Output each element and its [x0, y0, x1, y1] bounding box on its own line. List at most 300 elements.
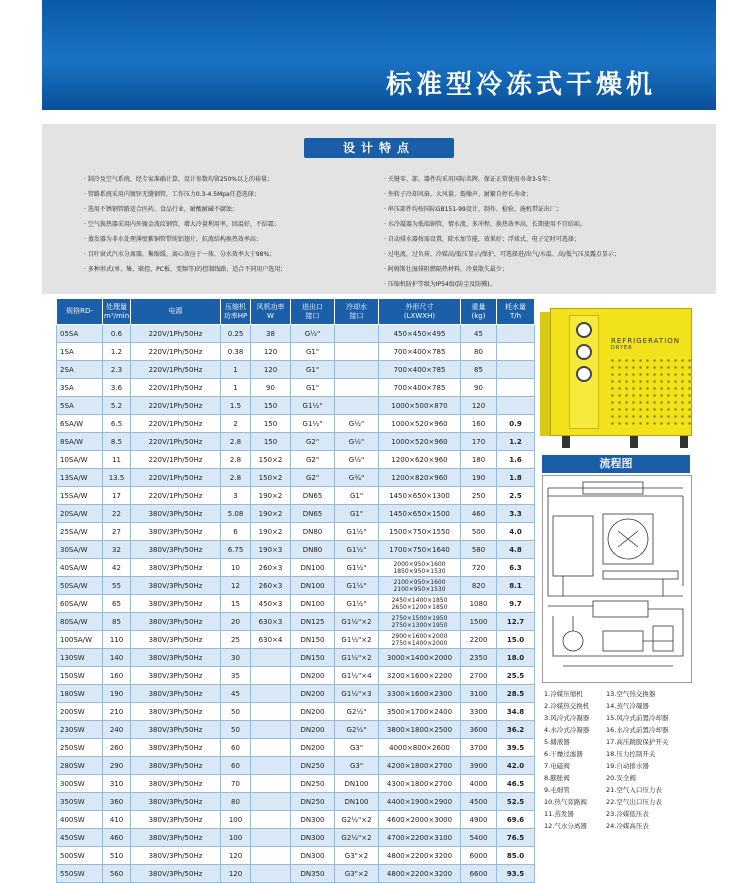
table-cell: 1 — [221, 361, 251, 379]
feature-item: · 蒸发器为非水处理薄壁紫铜管带纯铝翅片，抗流结构换热效率高； — [84, 236, 262, 243]
table-cell: 2750×1500×1950 2750×1300×1950 — [379, 613, 461, 631]
table-cell: 4200×1800×2700 — [379, 757, 461, 775]
gauge-icon — [576, 366, 592, 382]
table-row — [57, 577, 535, 595]
table-cell: 1080 — [461, 595, 497, 613]
legend-item: 13.空气热交换器 — [606, 690, 656, 698]
spec-table-body — [57, 325, 535, 883]
table-row — [57, 541, 535, 559]
table-cell: G1½" — [335, 523, 379, 541]
control-panel — [569, 315, 599, 429]
table-cell: 2 — [221, 415, 251, 433]
table-cell: 580 — [461, 541, 497, 559]
table-cell: 1000×520×960 — [379, 433, 461, 451]
table-cell: DN100 — [291, 577, 335, 595]
table-cell: 380V/3Ph/50Hz — [131, 703, 221, 721]
table-cell: 510 — [103, 847, 131, 865]
product-label-sub: DRYER — [611, 345, 633, 351]
legend-item: 9.毛细管 — [544, 786, 570, 794]
table-cell: 80 — [221, 793, 251, 811]
table-cell: 46.5 — [497, 775, 535, 793]
table-cell: 3000×1400×2000 — [379, 649, 461, 667]
table-cell: 3 — [221, 487, 251, 505]
table-row — [57, 415, 535, 433]
table-cell: 630×3 — [251, 613, 291, 631]
table-cell: 3300 — [461, 703, 497, 721]
features-right-column — [384, 172, 704, 292]
legend-item: 11.蒸发器 — [544, 810, 574, 818]
table-cell — [251, 649, 291, 667]
table-cell: 20 — [221, 613, 251, 631]
table-cell: 220V/1Ph/50Hz — [131, 343, 221, 361]
spec-table-header — [57, 299, 535, 325]
table-cell: 6.75 — [221, 541, 251, 559]
table-cell: DN150 — [291, 631, 335, 649]
column-header: 电源 — [131, 299, 221, 325]
table-cell: 70 — [221, 775, 251, 793]
table-cell: 120 — [461, 397, 497, 415]
table-cell: 220V/1Ph/50Hz — [131, 325, 221, 343]
table-cell: 2.3 — [103, 361, 131, 379]
table-cell: 120 — [221, 847, 251, 865]
legend-item: 5.储液器 — [544, 738, 570, 746]
table-cell: 450×3 — [251, 595, 291, 613]
table-cell: 12.7 — [497, 613, 535, 631]
table-cell: 85.0 — [497, 847, 535, 865]
table-cell: 3600 — [461, 721, 497, 739]
table-cell: 42 — [103, 559, 131, 577]
table-cell: 18.0 — [497, 649, 535, 667]
table-cell: 180SW — [57, 685, 103, 703]
table-cell: 5SA — [57, 397, 103, 415]
table-cell: 500SW — [57, 847, 103, 865]
table-cell: 25.5 — [497, 667, 535, 685]
table-cell: 380V/3Ph/50Hz — [131, 775, 221, 793]
table-cell: 13SA/W — [57, 469, 103, 487]
table-cell: G3" — [335, 739, 379, 757]
table-cell: 5400 — [461, 829, 497, 847]
table-cell: 380V/3Ph/50Hz — [131, 541, 221, 559]
table-cell: 9.7 — [497, 595, 535, 613]
table-cell: G2½" — [335, 703, 379, 721]
table-cell: 550SW — [57, 865, 103, 883]
table-cell: 4.8 — [497, 541, 535, 559]
table-cell: 820 — [461, 577, 497, 595]
table-row — [57, 757, 535, 775]
table-cell: G1½"×2 — [335, 613, 379, 631]
table-cell: 90 — [461, 379, 497, 397]
legend-item: 24.冷媒高压表 — [606, 822, 649, 830]
table-cell: 300SW — [57, 775, 103, 793]
legend-row — [544, 772, 704, 784]
table-cell: 380V/3Ph/50Hz — [131, 559, 221, 577]
table-cell: 380V/3Ph/50Hz — [131, 595, 221, 613]
table-cell — [251, 703, 291, 721]
table-cell — [251, 775, 291, 793]
feature-item: · 过电流、过负荷、冷媒高/低压显示/保护，可选择进/出气/水温、高/低气压及露点显示； — [384, 251, 620, 258]
legend-item: 15.风冷式前置冷却器 — [606, 714, 669, 722]
table-cell: 190×3 — [251, 541, 291, 559]
table-cell: 1200×820×960 — [379, 469, 461, 487]
table-row — [57, 649, 535, 667]
table-cell: G1½" — [291, 397, 335, 415]
table-cell: 3SA — [57, 379, 103, 397]
table-row — [57, 451, 535, 469]
table-cell — [251, 667, 291, 685]
product-foot — [562, 436, 570, 448]
table-cell: DN80 — [291, 541, 335, 559]
table-cell: 10SA/W — [57, 451, 103, 469]
table-cell: 4000×800×2600 — [379, 739, 461, 757]
legend-item: 22.空气出口压力表 — [606, 798, 662, 806]
legend-item: 17.高压跳脱保护开关 — [606, 738, 669, 746]
table-cell: 210 — [103, 703, 131, 721]
table-cell: 1700×750×1640 — [379, 541, 461, 559]
table-cell: 5.08 — [221, 505, 251, 523]
table-cell: 05SA — [57, 325, 103, 343]
table-cell: 8.5 — [103, 433, 131, 451]
table-cell: 380V/3Ph/50Hz — [131, 811, 221, 829]
table-cell: 200SW — [57, 703, 103, 721]
gauge-icon — [576, 344, 592, 360]
legend-row — [544, 700, 704, 712]
table-cell: 40SA/W — [57, 559, 103, 577]
table-cell — [335, 379, 379, 397]
table-cell — [497, 325, 535, 343]
table-cell: 410 — [103, 811, 131, 829]
table-cell: DN300 — [291, 847, 335, 865]
table-cell: 4300×1800×2700 — [379, 775, 461, 793]
table-cell: 350SW — [57, 793, 103, 811]
table-cell: 1 — [221, 379, 251, 397]
table-cell: 260×3 — [251, 559, 291, 577]
table-cell: 1.2 — [497, 433, 535, 451]
table-cell: 380V/3Ph/50Hz — [131, 865, 221, 883]
table-cell: 36.2 — [497, 721, 535, 739]
table-cell: 120 — [251, 361, 291, 379]
feature-item: · 百叶窗式汽水分离器，集缩缓、离心效应于一体，分水效率大于98%； — [84, 251, 276, 258]
table-cell: 50SA/W — [57, 577, 103, 595]
table-cell: 93.5 — [497, 865, 535, 883]
column-header: 风机功率 W — [251, 299, 291, 325]
table-cell: 38 — [251, 325, 291, 343]
table-cell: 60 — [221, 757, 251, 775]
legend-item: 2.冷媒热交换机 — [544, 702, 590, 710]
table-cell: 380V/3Ph/50Hz — [131, 667, 221, 685]
table-cell: 700×400×785 — [379, 343, 461, 361]
table-cell: 8.1 — [497, 577, 535, 595]
spec-table — [56, 298, 535, 883]
legend-row — [544, 736, 704, 748]
table-cell: 85 — [103, 613, 131, 631]
table-cell: 15 — [221, 595, 251, 613]
feature-item: · 关键零、部、器件均采用国际名牌，保证正常使用寿命3-5年； — [384, 176, 554, 183]
table-cell: G1" — [335, 505, 379, 523]
legend-row — [544, 808, 704, 820]
legend-item: 1.冷媒压缩机 — [544, 690, 583, 698]
legend-item: 18.压力控制开关 — [606, 750, 656, 758]
table-cell: 45 — [221, 685, 251, 703]
feature-item: · 压缩机防护等级为IP54级(防尘及防溅)。 — [384, 281, 496, 288]
table-cell — [251, 685, 291, 703]
table-cell: 180 — [461, 451, 497, 469]
table-row — [57, 397, 535, 415]
table-cell: 220V/1Ph/50Hz — [131, 487, 221, 505]
table-cell: 4800×2200×3200 — [379, 865, 461, 883]
table-cell: 32 — [103, 541, 131, 559]
table-cell — [497, 379, 535, 397]
table-cell: 630×4 — [251, 631, 291, 649]
table-cell: DN200 — [291, 703, 335, 721]
product-image — [540, 308, 692, 448]
vent-grille — [609, 357, 695, 427]
table-cell — [251, 865, 291, 883]
table-cell: 360 — [103, 793, 131, 811]
table-cell: 190×2 — [251, 523, 291, 541]
table-cell: DN65 — [291, 505, 335, 523]
table-cell: 100 — [221, 811, 251, 829]
table-cell — [251, 757, 291, 775]
table-cell: 150 — [251, 415, 291, 433]
legend-item: 20.安全阀 — [606, 774, 636, 782]
table-row — [57, 433, 535, 451]
table-row — [57, 739, 535, 757]
header-banner — [42, 0, 716, 110]
table-cell: 720 — [461, 559, 497, 577]
table-cell: DN300 — [291, 829, 335, 847]
table-cell — [497, 361, 535, 379]
table-cell: 450SW — [57, 829, 103, 847]
table-cell: 25SA/W — [57, 523, 103, 541]
table-cell: DN150 — [291, 649, 335, 667]
table-cell: 4900 — [461, 811, 497, 829]
table-cell: 2900×1600×2000 2750×1400×2000 — [379, 631, 461, 649]
table-cell: 3300×1600×2300 — [379, 685, 461, 703]
table-cell — [335, 361, 379, 379]
table-cell: 380V/3Ph/50Hz — [131, 685, 221, 703]
table-cell: 1.8 — [497, 469, 535, 487]
legend-item: 14.蒸气冷凝器 — [606, 702, 649, 710]
table-cell: 380V/3Ph/50Hz — [131, 847, 221, 865]
table-cell: 20SA/W — [57, 505, 103, 523]
table-cell: 2.8 — [221, 451, 251, 469]
table-cell: G1½" — [335, 577, 379, 595]
table-cell: 400SW — [57, 811, 103, 829]
table-cell: DN100 — [291, 559, 335, 577]
table-cell: 6 — [221, 523, 251, 541]
table-cell: 0.25 — [221, 325, 251, 343]
table-cell: 1450×650×1300 — [379, 487, 461, 505]
table-cell — [251, 739, 291, 757]
table-cell: 150 — [251, 433, 291, 451]
feature-item: · 空气换热器采用内外镀金波纹钢管，增大冷量利用率，回温好，不结霜； — [84, 221, 280, 228]
table-cell: 250 — [461, 487, 497, 505]
table-cell: 230SW — [57, 721, 103, 739]
table-cell: 1200×620×960 — [379, 451, 461, 469]
legend-row — [544, 748, 704, 760]
features-heading: 设计特点 — [304, 138, 454, 158]
table-cell: 220V/1Ph/50Hz — [131, 433, 221, 451]
table-cell: 460 — [461, 505, 497, 523]
table-cell: 17 — [103, 487, 131, 505]
table-cell: 1500×750×1550 — [379, 523, 461, 541]
table-cell: 55 — [103, 577, 131, 595]
table-cell: DN200 — [291, 739, 335, 757]
table-cell: 500 — [461, 523, 497, 541]
table-cell: 700×400×785 — [379, 361, 461, 379]
table-row — [57, 559, 535, 577]
table-cell: 140 — [103, 649, 131, 667]
table-cell: 4500 — [461, 793, 497, 811]
legend-row — [544, 712, 704, 724]
feature-item: · 制冷及空气系统，经专家准确计算，设计参数均留250%以上的裕量； — [84, 176, 273, 183]
table-row — [57, 523, 535, 541]
table-row — [57, 775, 535, 793]
table-cell: 100SA/W — [57, 631, 103, 649]
legend-item: 8.膨胀阀 — [544, 774, 570, 782]
product-label — [611, 337, 680, 351]
table-cell: 13.5 — [103, 469, 131, 487]
table-cell: 65 — [103, 595, 131, 613]
table-cell: 2SA — [57, 361, 103, 379]
feature-item: · 串压部件均按国际GB151-99设计、制作、检验，施机带证出厂； — [384, 206, 562, 213]
table-cell: 90 — [251, 379, 291, 397]
table-cell: DN350 — [291, 865, 335, 883]
legend-item: 12.气水分离器 — [544, 822, 587, 830]
table-cell: 220V/1Ph/50Hz — [131, 469, 221, 487]
table-cell: 8SA/W — [57, 433, 103, 451]
table-cell: G1½"×2 — [335, 631, 379, 649]
table-cell: 1.6 — [497, 451, 535, 469]
table-cell: 0.6 — [103, 325, 131, 343]
legend-item: 10.热气旁路阀 — [544, 798, 587, 806]
table-row — [57, 847, 535, 865]
table-cell: 50 — [221, 721, 251, 739]
table-cell: 190×2 — [251, 505, 291, 523]
table-cell: 34.8 — [497, 703, 535, 721]
table-cell: 0.38 — [221, 343, 251, 361]
table-cell: 80 — [461, 343, 497, 361]
table-cell: 150SW — [57, 667, 103, 685]
table-cell: G2½"×2 — [335, 811, 379, 829]
table-row — [57, 505, 535, 523]
table-cell: 380V/3Ph/50Hz — [131, 793, 221, 811]
table-cell: G1" — [291, 343, 335, 361]
product-cabinet — [550, 308, 692, 436]
table-cell: 3800×1800×2500 — [379, 721, 461, 739]
table-cell: 60 — [221, 739, 251, 757]
table-cell: 2.5 — [497, 487, 535, 505]
table-cell: 2350 — [461, 649, 497, 667]
feature-item: · 外转子冷却风扇，大风量、低噪声、耐繁自停长寿命； — [384, 191, 532, 198]
table-cell: 69.6 — [497, 811, 535, 829]
legend-row — [544, 784, 704, 796]
table-cell: 220V/1Ph/50Hz — [131, 451, 221, 469]
table-cell — [335, 325, 379, 343]
table-row — [57, 325, 535, 343]
table-cell: 160 — [461, 415, 497, 433]
table-cell: 10 — [221, 559, 251, 577]
table-cell: DN80 — [291, 523, 335, 541]
table-cell: 1.5 — [221, 397, 251, 415]
table-row — [57, 811, 535, 829]
table-cell: G½" — [335, 415, 379, 433]
table-cell: 11 — [103, 451, 131, 469]
table-cell: 700×400×785 — [379, 379, 461, 397]
table-cell: 4600×2000×3000 — [379, 811, 461, 829]
table-cell: 1.2 — [103, 343, 131, 361]
table-cell: 150 — [251, 397, 291, 415]
table-cell: 6600 — [461, 865, 497, 883]
table-cell: 1000×520×960 — [379, 415, 461, 433]
table-cell: DN250 — [291, 793, 335, 811]
table-cell: 2.8 — [221, 469, 251, 487]
table-cell: 60SA/W — [57, 595, 103, 613]
feature-item: · 自动排水器按需设置，除水加节能，效果好；浮球式、电子定时可选择； — [384, 236, 580, 243]
table-cell: DN100 — [335, 793, 379, 811]
table-row — [57, 595, 535, 613]
table-cell: G1" — [335, 487, 379, 505]
table-row — [57, 793, 535, 811]
table-cell — [251, 793, 291, 811]
table-cell: 260×3 — [251, 577, 291, 595]
table-cell: 15SA/W — [57, 487, 103, 505]
table-cell: 1500 — [461, 613, 497, 631]
table-cell — [251, 721, 291, 739]
feature-item: · 多种形式(单、集、联控、PC板、变频等)的控制线路，适合不同用户选用； — [84, 266, 287, 273]
table-cell: 2450×1400×1850 2650×1200×1850 — [379, 595, 461, 613]
table-row — [57, 487, 535, 505]
table-cell: G1" — [291, 361, 335, 379]
table-cell: 1450×650×1500 — [379, 505, 461, 523]
design-features-panel — [42, 124, 716, 294]
table-cell: 380V/3Ph/50Hz — [131, 613, 221, 631]
legend-item: 3.风冷式冷凝器 — [544, 714, 590, 722]
legend-item: 19.自动排水器 — [606, 762, 649, 770]
table-row — [57, 703, 535, 721]
legend-row — [544, 760, 704, 772]
table-cell: 27 — [103, 523, 131, 541]
table-cell — [497, 343, 535, 361]
table-cell: G1½"×2 — [335, 649, 379, 667]
table-cell: 190×2 — [251, 487, 291, 505]
table-cell: 28.5 — [497, 685, 535, 703]
table-cell: 42.0 — [497, 757, 535, 775]
table-row — [57, 865, 535, 883]
table-cell: 39.5 — [497, 739, 535, 757]
table-cell — [251, 829, 291, 847]
column-header: 冷却水 接口 — [335, 299, 379, 325]
table-cell: DN100 — [291, 595, 335, 613]
table-cell: 110 — [103, 631, 131, 649]
table-cell: 2200 — [461, 631, 497, 649]
column-header: 处理量 m³/min — [103, 299, 131, 325]
feature-item: · 选用不锈钢管路适合医药、食品行业，耐酸耐碱不腐蚀； — [84, 206, 238, 213]
column-header: 外形尺寸 (LXWXH) — [379, 299, 461, 325]
table-cell: 85 — [461, 361, 497, 379]
table-row — [57, 721, 535, 739]
table-cell: 3900 — [461, 757, 497, 775]
table-cell: 6.3 — [497, 559, 535, 577]
legend-row — [544, 688, 704, 700]
table-cell: G½" — [335, 451, 379, 469]
table-row — [57, 613, 535, 631]
table-cell: 22 — [103, 505, 131, 523]
legend-row — [544, 724, 704, 736]
table-cell: 150×2 — [251, 451, 291, 469]
table-cell: G1½" — [335, 559, 379, 577]
table-row — [57, 667, 535, 685]
